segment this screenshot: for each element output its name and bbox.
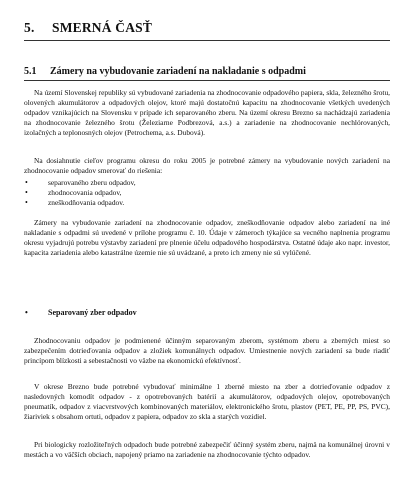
separated-collection-title: Separovaný zber odpadov <box>48 308 137 317</box>
subsection-heading-rule <box>24 80 390 81</box>
bullet-icon: • <box>25 178 28 187</box>
paragraph-collection-point: V okrese Brezno bude potrebné vybudovať minimálne 1 zberné miesto na zber a dotrieďovanie odpadov z nasledovných komodít odpadov - z opotrebovaných batérií a akumulátorov, odpadových olejov, opotrebovaných pneumatík, odpadov z viacvrstvových kombinovaných materiálov, elektronického šrotu, plastov (PET, PE, PP, PS, PVC), žiariviek s obsahom ortuti, odpadov z papiera, odpadov zo skla a starých vozidiel. <box>24 382 390 421</box>
paragraph-existing-facilities: Na území Slovenskej republiky sú vybudované zariadenia na zhodnocovanie odpadového papiera, skla, železného šrotu, olovených akumulátorov a odpadových olejov, ktoré majú dostatočnú kapacitu na zhodnocovanie všetkých uvedených odpadov vznikajúcich na Slovensku v prípade ich separovaného zberu. Na území okresu Brezno sa nachádzajú zariadenia na zhodnocovanie železného šrotu (Železiarne Podbrezová, a.s.) a zariadenie na zhodnocovanie nechlórovaných, izolačných a teplonosných olejov (Petrochema, a.s. Dubová). <box>24 88 390 137</box>
solutions-list <box>24 178 390 208</box>
section-heading-rule <box>24 40 390 41</box>
section-title: SMERNÁ ČASŤ <box>52 20 153 35</box>
bullet-icon: • <box>25 308 28 317</box>
subsection-title: Zámery na vybudovanie zariadení na nakladanie s odpadmi <box>50 66 306 77</box>
bullet-icon: • <box>25 198 28 207</box>
section-number: 5. <box>24 20 35 35</box>
paragraph-recovery-conditions: Zhodnocovaniu odpadov je podmienené účinným separovaným zberom, systémom zberu a zberných miest so zabezpečením dotrieďovania odpadov a zložiek komunálnych odpadov. Umiestnenie nových zariadení sa bude riadiť princípom blízkosti a sebestačnosti vo väzbe na ekonomickú efektívnosť. <box>24 336 390 365</box>
subsection-number: 5.1 <box>24 66 37 77</box>
paragraph-plans: Zámery na vybudovanie zariadení na zhodnocovanie odpadov, zneškodňovanie odpadov alebo zariadení na iné nakladanie s odpadmi sú uvedené v prílohe programu č. 10. Údaje v zámeroch týkajúce sa vecného naplnenia programu okresu vyjadrujú potrebu výstavby zariadení pre plnenie účelu odpadového hospodárstva. Ostatné údaje ako napr. investor, kapacita zariadenia alebo katastrálne územie nie sú uvádzané, a preto ich zmeny nie sú vylúčené. <box>24 218 390 257</box>
subsection-heading <box>24 66 306 77</box>
list-item: • separovaného zberu odpadov, <box>25 178 136 187</box>
list-item: • zhodnocovania odpadov, <box>25 188 122 197</box>
separated-collection-heading <box>24 308 137 317</box>
section-heading <box>24 20 152 36</box>
paragraph-biodegradable: Pri biologicky rozložiteľných odpadoch bude potrebné zabezpečiť účinný systém zberu, najmä na komunálnej úrovni v mestách a vo väčších obciach, napojený priamo na zariadenie na zhodnocovanie týchto odpadov. <box>24 440 390 459</box>
bullet-icon: • <box>25 188 28 197</box>
paragraph-goals: Na dosiahnutie cieľov programu okresu do roku 2005 je potrebné zámery na vybudovanie nových zariadení na zhodnocovanie odpadov smerovať do riešenia: <box>24 156 390 175</box>
list-item: • zneškodňovania odpadov. <box>25 198 125 207</box>
